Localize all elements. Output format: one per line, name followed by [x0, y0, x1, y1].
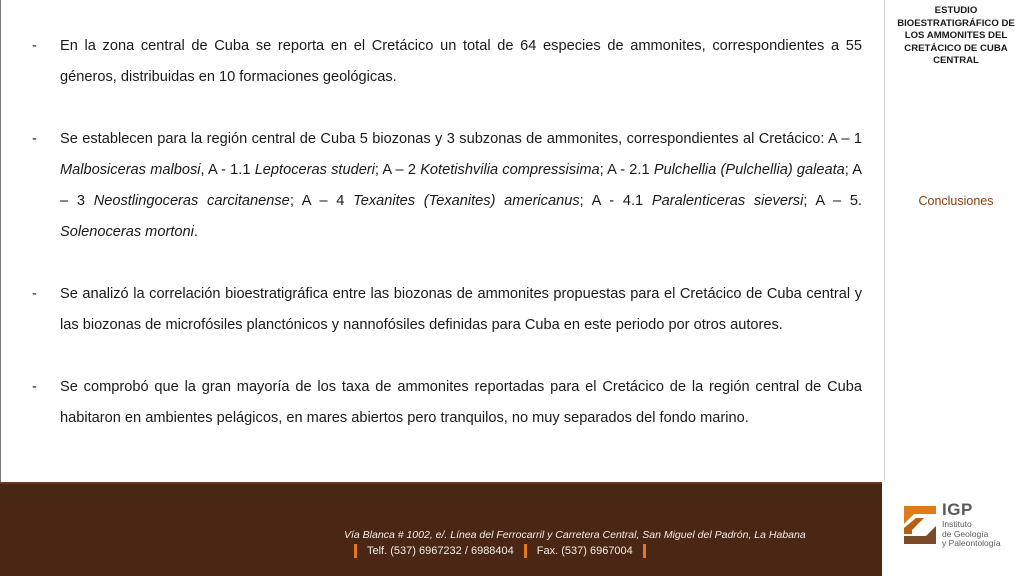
igp-logo-subtitle [942, 520, 1001, 549]
left-border-line [0, 0, 1, 482]
species-name: Pulchellia (Pulchellia) galeata [653, 162, 845, 178]
footer [0, 482, 1024, 576]
footer-address: Vía Blanca # 1002, e/. Línea del Ferrocarril y Carretera Central, San Miguel del Padrón, La Habana [344, 529, 806, 541]
conclusion-item-2 [32, 124, 862, 248]
conclusion-text-segment: Se establecen para la región central de Cuba 5 biozonas y 3 subzonas de ammonites, correspondientes al Cretácico: A – 1 [60, 131, 862, 147]
conclusion-item-4 [32, 372, 862, 434]
logo-sub-line: de Geología [942, 528, 989, 539]
presentation-title: ESTUDIO BIOESTRATIGRÁFICO DE LOS AMMONITES DEL CRETÁCICO DE CUBA CENTRAL [897, 5, 1015, 67]
igp-logo-mark-icon [902, 502, 938, 548]
section-label: Conclusiones [918, 194, 994, 208]
conclusion-text-segment: ; A – 3 [60, 162, 862, 209]
species-name: Neostlingoceras carcitanense [93, 193, 290, 209]
contact-separator [643, 544, 646, 558]
footer-contacts [344, 544, 656, 558]
logo-sub-line: y Paleontología [942, 538, 1001, 548]
conclusion-text-segment: , A - 1.1 [200, 162, 255, 178]
conclusion-text-segment: ; A – 5. [803, 193, 862, 209]
species-name: Solenoceras mortoni [60, 224, 194, 240]
species-name: Leptoceras studeri [254, 162, 375, 178]
contact-separator [524, 544, 527, 558]
conclusion-text: En la zona central de Cuba se reporta en el Cretácico un total de 64 especies de ammonites, correspondientes a 55 géneros, distribuidas en 10 formaciones geológicas. [60, 38, 862, 85]
footer-phone: Telf. (537) 6967232 / 6988404 [367, 544, 514, 557]
conclusion-text: Se analizó la correlación bioestratigráfica entre las biozonas de ammonites propuestas para el Cretácico de Cuba central y las biozonas de microfósiles planctónicos y nannofósiles definidas para Cuba en este periodo por otros autores. [60, 286, 862, 333]
bullet-dash: - [32, 379, 37, 395]
conclusion-text-segment: ; A – 4 [289, 193, 354, 209]
conclusion-text-segment: ; A – 2 [374, 162, 421, 178]
logo-sub-line: Instituto [942, 519, 972, 529]
igp-logo [882, 482, 1024, 576]
contact-separator [354, 544, 357, 558]
footer-fax: Fax. (537) 6967004 [536, 544, 633, 557]
sidebar [884, 0, 1024, 482]
bullet-dash: - [32, 131, 37, 147]
conclusion-item-3 [32, 279, 862, 341]
conclusion-text: Se comprobó que la gran mayoría de los taxa de ammonites reportadas para el Cretácico de la región central de Cuba habitaron en ambientes pelágicos, en mares abiertos pero tranquilos, no muy separados del fondo marino. [60, 379, 862, 426]
species-name: Paralenticeras sieversi [651, 193, 804, 209]
conclusion-text-segment: ; A - 4.1 [579, 193, 652, 209]
conclusion-text-segment: . [193, 224, 198, 240]
species-name: Kotetishvilia compressisima [420, 162, 600, 178]
species-name: Texanites (Texanites) americanus [353, 193, 580, 209]
conclusion-text-segment: ; A - 2.1 [599, 162, 654, 178]
bullet-dash: - [32, 38, 37, 54]
footer-divider [0, 482, 882, 484]
bullet-dash: - [32, 286, 37, 302]
conclusion-item-1 [32, 31, 862, 93]
conclusions-list [32, 31, 862, 465]
igp-logo-text: IGP [942, 500, 973, 519]
species-name: Malbosiceras malbosi [60, 162, 201, 178]
